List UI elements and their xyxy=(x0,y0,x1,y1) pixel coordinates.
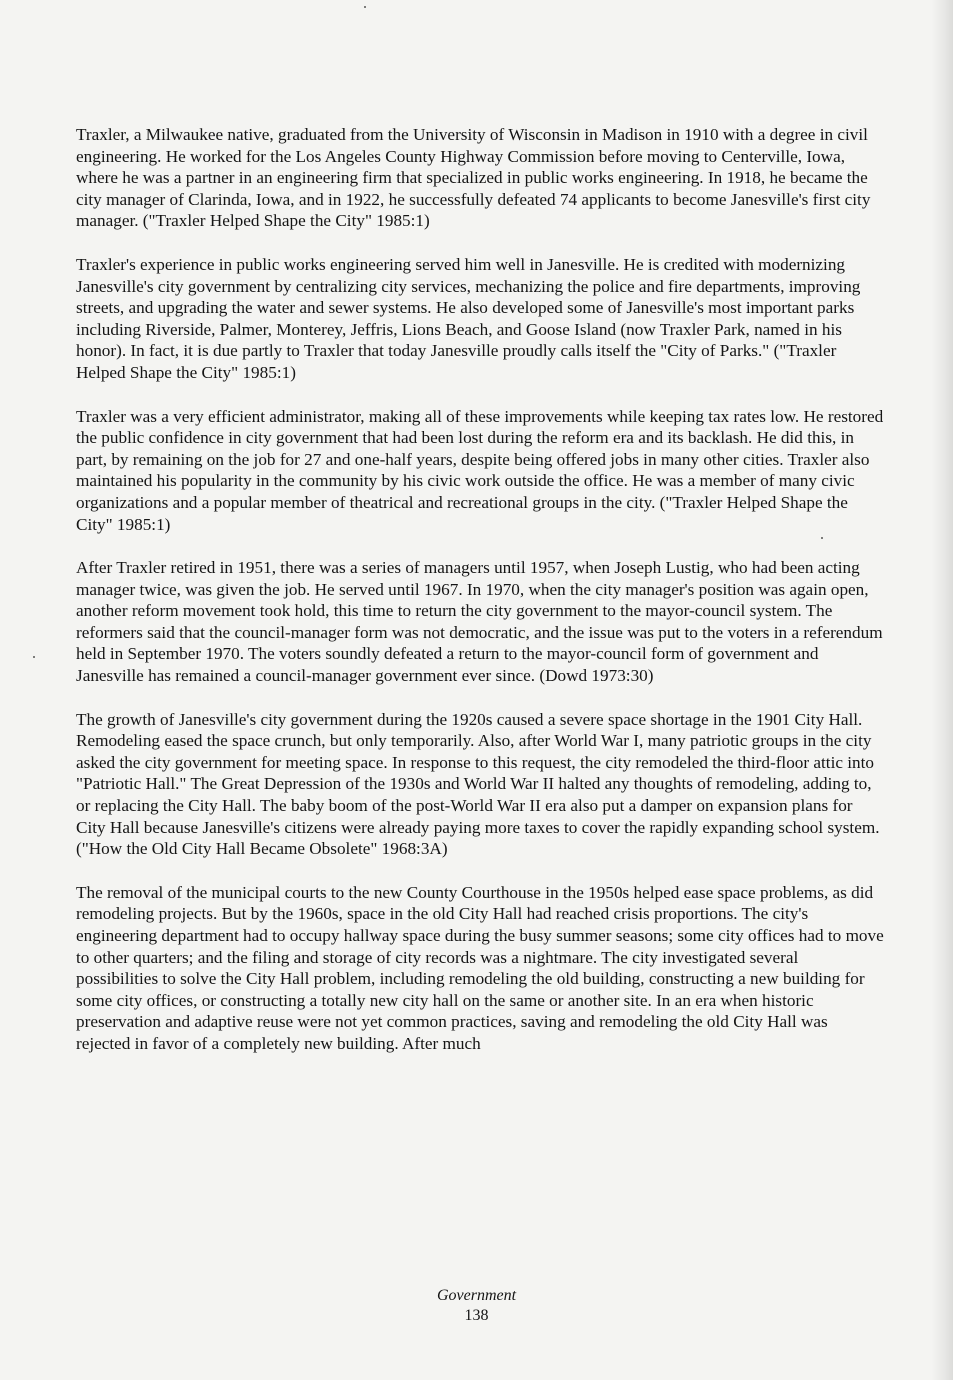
paragraph-city-hall-growth: The growth of Janesville's city government during the 1920s caused a severe space shortage in the 1901 City Hall. Remodeling eased the space crunch, but only temporarily. Also, after World War I, many patriotic groups in the city asked the city government for meeting space. In response to this request, the city remodeled the third-floor attic into "Patriotic Hall." The Great Depression of the 1930s and World War II halted any thoughts of remodeling, adding to, or replacing the City Hall. The baby boom of the post-World War II era also put a damper on expansion plans for City Hall because Janesville's citizens were already paying more taxes to cover the rapidly expanding school system. ("How the Old City Hall Became Obsolete" 1968:3A) xyxy=(76,709,880,859)
scan-speck xyxy=(33,656,35,658)
paragraph-city-hall-crisis: The removal of the municipal courts to the new County Courthouse in the 1950s helped ease space problems, as did remodeling projects. But by the 1960s, space in the old City Hall had reached crisis proportions. The city's engineering department had to occupy hallway space during the busy summer seasons; some city offices had to move to other quarters; and the filing and storage of city records was a nightmare. The city investigated several possibilities to solve the City Hall problem, including remodeling the old building, constructing a new building for some city offices, or constructing a totally new city hall on the same or another site. In an era when historic preservation and adaptive reuse were not yet common practices, saving and remodeling the old City Hall was rejected in favor of a completely new building. After much xyxy=(76,882,884,1053)
page-footer xyxy=(0,1286,953,1326)
scan-speck xyxy=(364,6,366,8)
paragraph-traxler-background: Traxler, a Milwaukee native, graduated from the University of Wisconsin in Madison in 1910 with a degree in civil engineering. He worked for the Los Angeles County Highway Commission before moving to Centerville, Iowa, where he was a partner in an engineering firm that specialized in public works engineering. In 1918, he became the city manager of Clarinda, Iowa, and in 1922, he successfully defeated 74 applicants to become Janesville's first city manager. ("Traxler Helped Shape the City" 1985:1) xyxy=(76,125,871,231)
document-body xyxy=(76,124,884,1077)
footer-section-title: Government xyxy=(436,1287,517,1304)
paragraph-after-traxler: After Traxler retired in 1951, there was a series of managers until 1957, when Joseph Lustig, who had been acting manager twice, was given the job. He served until 1967. In 1970, when the city manager's position was again open, another reform movement took hold, this time to return the city government to the mayor-council system. The reformers said that the council-manager form was not democratic, and the issue was put to the voters in a referendum held in September 1970. The voters soundly defeated a return to the mayor-council form of government and Janesville has remained a council-manager government ever since. (Dowd 1973:30) xyxy=(76,558,883,686)
paragraph-traxler-administration: Traxler was a very efficient administrator, making all of these improvements while keeping tax rates low. He restored the public confidence in city government that had been lost during the reform era and its backlash. He did this, in part, by remaining on the job for 27 and one-half years, despite being offered jobs in many other cities. Traxler also maintained his popularity in the community by his civic work outside the office. He was a member of many civic organizations and a popular member of theatrical and recreational groups in the city. ("Traxler Helped Shape the City" 1985:1) xyxy=(76,406,884,534)
page-edge-shadow xyxy=(931,0,953,1380)
paragraph-traxler-achievements: Traxler's experience in public works engineering served him well in Janesville. He is credited with modernizing Janesville's city government by centralizing city services, mechanizing the police and fire departments, improving streets, and upgrading the water and sewer systems. He also developed some of Janesville's most important parks including Riverside, Palmer, Monterey, Jeffris, Lions Beach, and Goose Island (now Traxler Park, named in his honor). In fact, it is due partly to Traxler that today Janesville proudly calls itself the "City of Parks." ("Traxler Helped Shape the City" 1985:1) xyxy=(76,254,861,382)
page-number: 138 xyxy=(464,1307,489,1324)
